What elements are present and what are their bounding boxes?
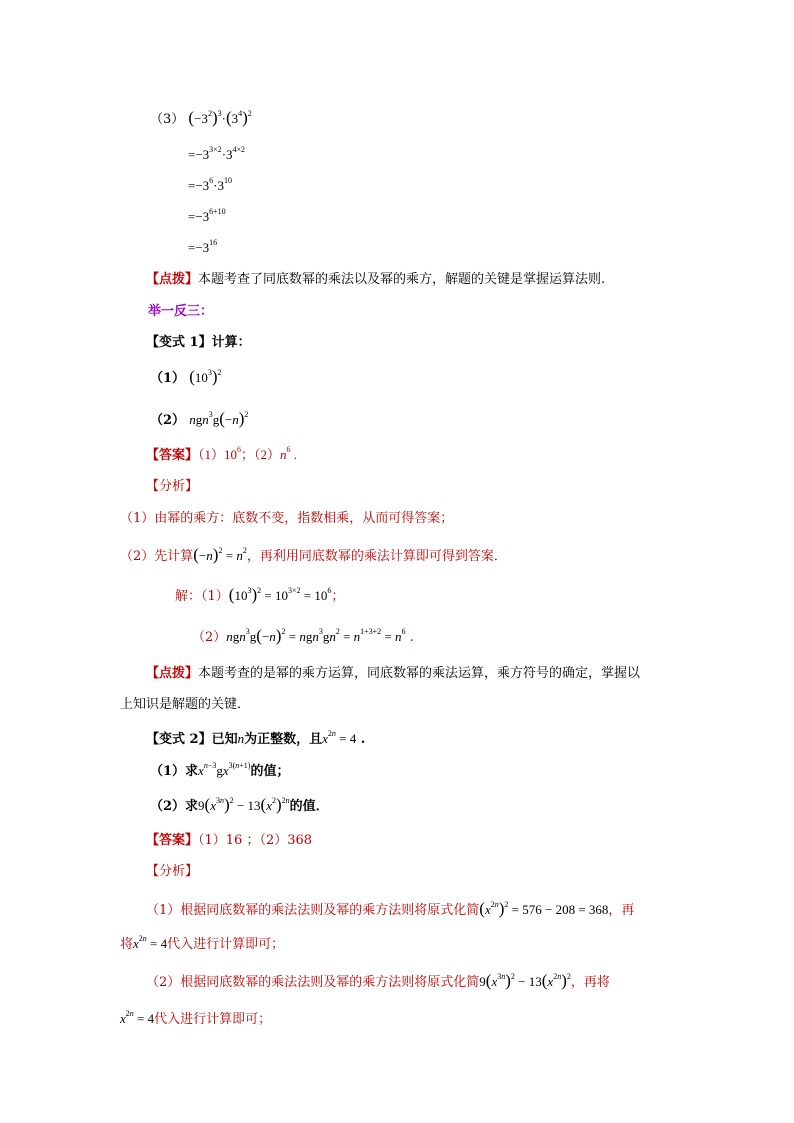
problem-expression: $(-3^2)^3\cdot(3^4)^2$ (188, 108, 252, 127)
analysis-2-lead: （2）先计算 (120, 549, 194, 564)
answer-tag: 【答案】 (146, 448, 199, 463)
variant1-tip (146, 665, 640, 683)
q1-tail: 的值； (250, 764, 290, 779)
q2-tail: 的值． (289, 799, 329, 814)
a1-line2-lead: 将 (120, 937, 134, 952)
q2-expression: $9(x^{3n})^2 - 13(x^2)^{2n}$ (198, 795, 290, 814)
variant2-analysis-2 (146, 972, 610, 992)
step-4: $=-3^{16}$ (188, 238, 218, 255)
step-1: $=-3^{3\times 2}\cdot 3^{4\times 2}$ (188, 145, 246, 162)
analysis-2-tail: ，再利用同底数幂的乘法计算即可得到答案． (246, 549, 507, 564)
variant2-analysis-tag: 【分析】 (146, 864, 199, 879)
variant1-tag: 【变式 1】 (146, 335, 212, 350)
q1-label: （1） (150, 371, 186, 386)
a2-lead: （2）根据同底数幂的乘法法则及幂的乘方法则将原式化简 (146, 975, 480, 990)
variant2-tag: 【变式 2】 (146, 732, 212, 747)
a1-lead: （1）根据同底数幂的乘法法则及幂的乘方法则将原式化简 (146, 903, 480, 918)
tip-text: 本题考查了同底数幂的乘法以及幂的乘方，解题的关键是掌握运算法则. (198, 272, 606, 287)
tip-tag: 【点拨】 (146, 272, 199, 287)
variant1-analysis-tag: 【分析】 (146, 479, 199, 494)
answer-text: $(1)10^6$；$(2)n^6$ . (198, 445, 298, 462)
variant1-q2 (150, 410, 248, 430)
a2-line2-expression: $x^{2n} = 4$ (120, 1009, 155, 1026)
a2-line2-tail: 代入进行计算即可； (154, 1012, 272, 1027)
q2-lead: （2）求 (150, 799, 199, 814)
variant1-solution-2: $(2)ngn^3g(-n)^2 = ngn^3gn^2 = n^{1+3+2} = n^6$ . (192, 626, 414, 645)
a1-expression: $(x^{2n})^2 = 576 - 208 = 368$ (479, 899, 609, 918)
problem-3 (150, 109, 252, 129)
variant1-analysis-1: （1）由幂的乘方：底数不变，指数相乘，从而可得答案； (120, 511, 454, 526)
cond-mid: 为正整数，且 (244, 732, 323, 747)
q1-lead: （1）求 (150, 764, 199, 779)
q2-expression: $ngn^3g(-n)^2$ (189, 409, 249, 428)
variant2-heading: 【变式 2】已知n为正整数，且$x^{2n} = 4$ . (146, 729, 366, 747)
variant2-answer (146, 832, 312, 850)
cond-expression: $x^{2n} = 4$ (322, 729, 357, 746)
a2-tail: ，再将 (570, 975, 610, 990)
q1-expression: $(10^3)^2$ (189, 367, 222, 386)
tip-tag: 【点拨】 (146, 666, 199, 681)
variant2-q1 (150, 762, 290, 781)
q1-expression: $x^{n-3}gx^{3(n+1)}$ (198, 761, 251, 778)
a1-line2-tail: 代入进行计算即可； (167, 937, 285, 952)
q2-label: （2） (150, 413, 186, 428)
problem-label: （3） (150, 112, 185, 127)
a1-line2-expression: $x^{2n} = 4$ (133, 934, 168, 951)
tip-1 (146, 271, 605, 289)
cond-var: n (237, 731, 245, 746)
a1-tail: ，再 (608, 903, 635, 918)
variant2-analysis-2-line2 (120, 1010, 271, 1029)
variant1-heading (146, 334, 251, 352)
step-3: $=-3^{6+10}$ (188, 207, 226, 224)
section-title: 举一反三： (148, 304, 214, 319)
variant2-q2 (150, 796, 329, 816)
cond-lead: 已知 (211, 732, 238, 747)
step-2: $=-3^6\cdot 3^{10}$ (188, 176, 233, 193)
variant2-analysis-1 (146, 900, 634, 920)
variant1-q1 (150, 368, 222, 388)
tip-line-1: 本题考查的是幂的乘方运算，同底数幂的乘法运算，乘方符号的确定，掌握以 (198, 666, 641, 681)
a2-expression: $9(x^{3n})^2 - 13(x^{2n})^2$ (479, 971, 571, 990)
answer-tag: 【答案】 (146, 833, 199, 848)
variant1-analysis-2 (120, 546, 507, 566)
variant1-answer (146, 446, 297, 465)
analysis-2-expression: $(-n)^2 = n^2$ (193, 545, 247, 564)
variant1-tip-line-2: 上知识是解题的关键． (120, 697, 251, 712)
variant1-instruction: 计算： (211, 335, 251, 350)
answer-text: （1）16 ；（2）368 (198, 833, 313, 848)
variant2-analysis-1-line2 (120, 935, 284, 954)
variant1-solution-1: 解：$(1)(10^3)^2 = 10^{3\times 2} = 10^6$； (175, 585, 345, 604)
